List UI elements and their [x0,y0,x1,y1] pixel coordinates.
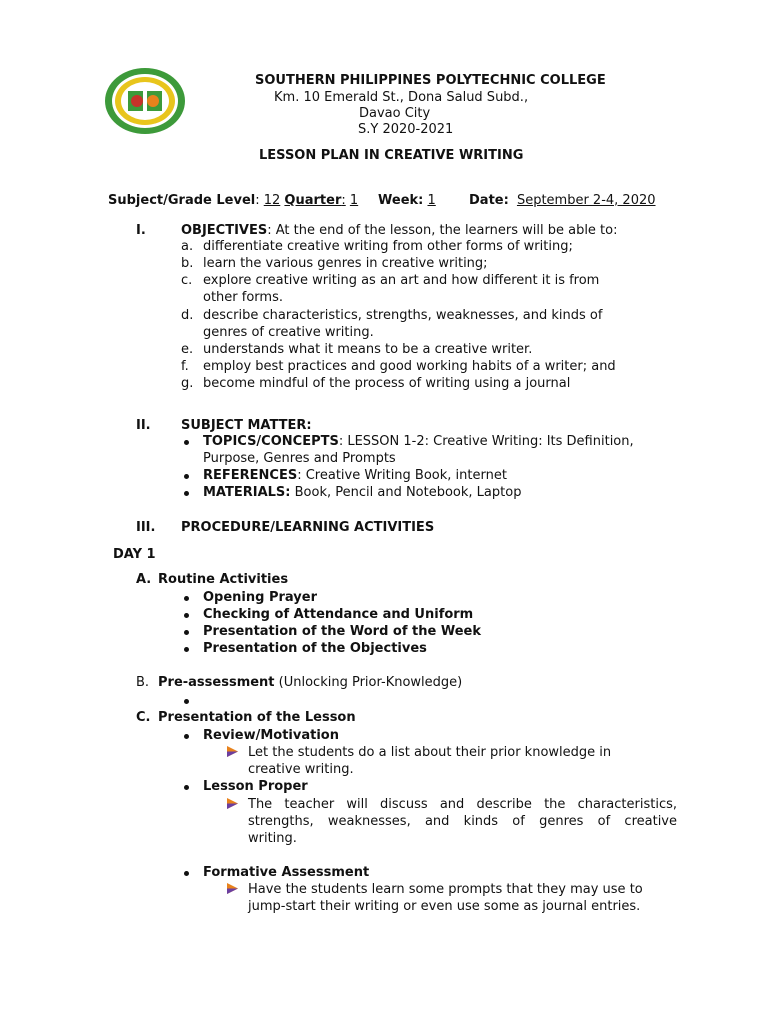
document-title: LESSON PLAN IN CREATIVE WRITING [259,148,524,163]
quarter-label: Quarter [284,193,342,208]
pre-assessment-heading: Pre-assessment (Unlocking Prior-Knowledge) [158,675,463,690]
objective-d-cont: genres of creative writing. [203,325,374,340]
objective-c-letter: c. [181,273,193,288]
routine-heading: Routine Activities [158,572,289,587]
formative-text-cont: jump-start their writing or even use some as journal entries. [248,899,641,914]
objective-g-letter: g. [181,376,194,391]
college-address-line2: Davao City [359,106,431,121]
bullet-dot [184,474,189,479]
arrow-bullet-icon [227,798,238,809]
review-heading: Review/Motivation [203,728,339,743]
formative-text: Have the students learn some prompts that they may use to [248,882,643,897]
routine-item: Presentation of the Word of the Week [203,624,481,639]
lesson-proper-text-cont: writing. [248,831,297,846]
date-field [469,193,656,208]
objective-g: become mindful of the process of writing using a journal [203,376,571,391]
arrow-bullet-icon [227,883,238,894]
routine-item: Opening Prayer [203,590,317,605]
college-address-line1: Km. 10 Emerald St., Dona Salud Subd., [274,90,529,105]
bullet-dot [184,613,189,618]
lesson-proper-text: The teacher will discuss and describe the characteristics, [248,797,677,812]
objective-b-letter: b. [181,256,194,271]
school-year: S.Y 2020-2021 [358,122,454,137]
bullet-dot [184,440,189,445]
week-field [378,193,436,208]
routine-item: Checking of Attendance and Uniform [203,607,474,622]
objective-d-letter: d. [181,308,194,323]
bullet-dot [184,785,189,790]
subject-value: 12 [263,193,281,208]
presentation-letter: C. [136,710,151,725]
meta-line: Subject/Grade Level: 12 Quarter: 1 [108,193,359,208]
formative-heading: Formative Assessment [203,865,370,880]
day-heading: DAY 1 [113,547,156,562]
objective-a-letter: a. [181,239,194,254]
references-line: REFERENCES: Creative Writing Book, internet [203,468,507,483]
objective-f: employ best practices and good working habits of a writer; and [203,359,616,374]
objective-e: understands what it means to be a creative writer. [203,342,533,357]
materials-line: MATERIALS: Book, Pencil and Notebook, Laptop [203,485,522,500]
subject-matter-heading: SUBJECT MATTER: [181,418,312,433]
bullet-dot [184,734,189,739]
bullet-dot [184,596,189,601]
objective-d: describe characteristics, strengths, weaknesses, and kinds of [203,308,603,323]
review-text: Let the students do a list about their prior knowledge in [248,745,612,760]
topics-line: TOPICS/CONCEPTS: LESSON 1-2: Creative Writing: Its Definition, [203,434,634,449]
routine-item: Presentation of the Objectives [203,641,427,656]
arrow-bullet-icon [227,746,238,757]
routine-letter: A. [136,572,152,587]
pre-assessment-letter: B. [136,675,150,690]
bullet-dot [184,630,189,635]
topics-line-cont: Purpose, Genres and Prompts [203,451,396,466]
presentation-heading: Presentation of the Lesson [158,710,356,725]
procedure-heading: PROCEDURE/LEARNING ACTIVITIES [181,520,435,535]
subject-matter-numeral: II. [136,418,151,433]
objective-c-cont: other forms. [203,290,283,305]
bullet-dot [184,871,189,876]
objective-c: explore creative writing as an art and how different it is from [203,273,600,288]
bullet-dot [184,491,189,496]
college-seal-logo [104,67,186,135]
lesson-proper-heading: Lesson Proper [203,779,308,794]
objective-a: differentiate creative writing from other forms of writing; [203,239,573,254]
date-label: Date: [469,193,509,208]
date-value: September 2-4, 2020 [516,193,656,208]
review-text-cont: creative writing. [248,762,354,777]
procedure-numeral: III. [136,520,156,535]
objectives-numeral: I. [136,223,146,238]
bullet-dot [184,699,189,704]
lesson-proper-text-cont: strengths, weaknesses, and kinds of genres of creative [248,814,677,829]
objectives-heading: OBJECTIVES: At the end of the lesson, the learners will be able to: [181,223,618,238]
quarter-value: 1 [349,193,359,208]
subject-label: Subject/Grade Level [108,193,256,208]
objective-e-letter: e. [181,342,194,357]
bullet-dot [184,647,189,652]
week-label: Week: [378,193,424,208]
week-value: 1 [427,193,436,208]
objective-f-letter: f. [181,359,189,374]
college-name: SOUTHERN PHILIPPINES POLYTECHNIC COLLEGE [255,73,606,88]
objective-b: learn the various genres in creative writing; [203,256,488,271]
